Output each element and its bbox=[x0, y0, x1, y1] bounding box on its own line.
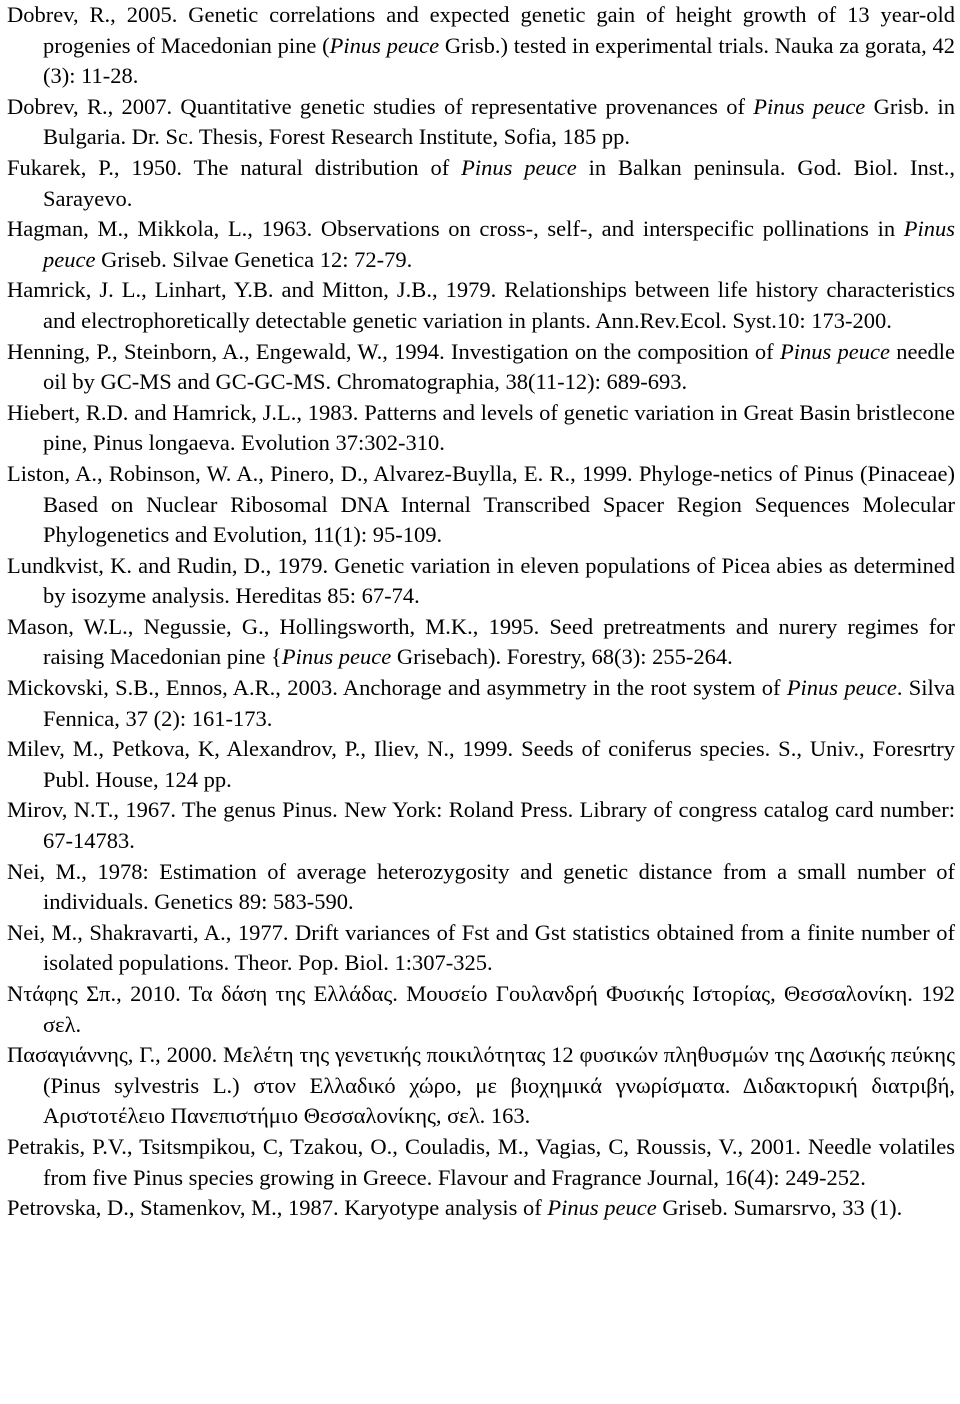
reference-entry bbox=[7, 795, 955, 856]
reference-text: Fukarek, P., 1950. The natural distribution of bbox=[7, 154, 462, 180]
reference-text: Grisb.) tested in experimental trials. Nauka za gorata, 42 (3): 11-28. bbox=[43, 32, 956, 89]
reference-entry bbox=[7, 1040, 955, 1132]
reference-text: Hiebert, R.D. and Hamrick, J.L., 1983. Patterns and levels of genetic variation in Great Basin bristlecone pine, Pinus longaeva. Evolution 37:302-310. bbox=[7, 399, 955, 456]
reference-entry bbox=[7, 398, 955, 459]
reference-entry bbox=[7, 857, 955, 918]
reference-entry bbox=[7, 734, 955, 795]
reference-entry bbox=[7, 214, 955, 275]
reference-entry bbox=[7, 153, 955, 214]
reference-text: Milev, M., Petkova, K, Alexandrov, P., Iliev, N., 1999. Seeds of coniferus species. S., Univ., Foresrtry Publ. House, 124 pp. bbox=[7, 736, 955, 792]
italic-species-name: Pinus peuce bbox=[786, 675, 897, 701]
reference-text: Grisebach). Forestry, 68(3): 255-264. bbox=[391, 644, 733, 670]
reference-text: Hamrick, J. L., Linhart, Y.B. and Mitton, J.B., 1979. Relationships between life history characteristics and electrophoretically detectable genetic variation in plants. Ann.Rev.Ecol. Syst.10: 173-200. bbox=[7, 277, 955, 333]
reference-entry bbox=[7, 918, 955, 979]
italic-species-name: Pinus peuce bbox=[329, 32, 440, 58]
reference-text: Henning, P., Steinborn, A., Engewald, W., 1994. Investigation on the composition of bbox=[7, 338, 780, 364]
reference-entry bbox=[7, 0, 955, 92]
reference-text: . Silva Fennica, 37 (2): 161-173. bbox=[43, 675, 955, 731]
reference-entry bbox=[7, 459, 955, 551]
reference-text: Hagman, M., Mikkola, L., 1963. Observations on cross-, self-, and interspecific pollinations in bbox=[7, 216, 904, 242]
reference-entry bbox=[7, 673, 955, 734]
reference-text: Nei, M., Shakravarti, A., 1977. Drift variances of Fst and Gst statistics obtained from a finite number of isolated populations. Theor. Pop. Biol. 1:307-325. bbox=[7, 919, 955, 976]
reference-text: needle oil by GC-MS and GC-GC-MS. Chromatographia, 38(11-12): 689-693. bbox=[43, 338, 955, 395]
italic-species-name: Pinus peuce bbox=[281, 644, 392, 670]
reference-text: Petrakis, P.V., Tsitsmpikou, C, Tzakou, O., Couladis, M., Vagias, C, Roussis, V., 2001. Needle volatiles from five Pinus species growing in Greece. Flavour and Fragrance Journal, 16(4): 249-252. bbox=[7, 1133, 955, 1190]
reference-entry bbox=[7, 275, 955, 336]
reference-text: Lundkvist, K. and Rudin, D., 1979. Genetic variation in eleven populations of Picea abies as determined by isozyme analysis. Hereditas 85: 67-74. bbox=[7, 552, 955, 609]
reference-list bbox=[7, 0, 955, 1224]
reference-text: Dobrev, R., 2005. Genetic correlations and expected genetic gain of height growth of 13 year-old progenies of Macedonian pine ( bbox=[7, 2, 955, 58]
reference-entry bbox=[7, 612, 955, 673]
reference-entry bbox=[7, 979, 955, 1040]
reference-entry bbox=[7, 92, 955, 153]
reference-text: in Balkan peninsula. God. Biol. Inst., Sarayevo. bbox=[43, 154, 955, 211]
italic-species-name: Pinus peuce bbox=[547, 1195, 657, 1221]
reference-text: Mirov, N.T., 1967. The genus Pinus. New York: Roland Press. Library of congress catalog card number: 67-14783. bbox=[7, 797, 955, 854]
reference-entry bbox=[7, 1132, 955, 1193]
italic-species-name: Pinus peuce bbox=[43, 216, 955, 272]
reference-entry bbox=[7, 551, 955, 612]
reference-entry bbox=[7, 337, 955, 398]
reference-text: Nei, M., 1978: Estimation of average heterozygosity and genetic distance from a small number of individuals. Genetics 89: 583-590. bbox=[7, 858, 955, 915]
italic-species-name: Pinus peuce bbox=[461, 154, 577, 180]
reference-text: Griseb. Sumarsrvo, 33 (1). bbox=[656, 1195, 903, 1221]
reference-text: Griseb. Silvae Genetica 12: 72-79. bbox=[95, 246, 413, 272]
reference-text: Ντάφης Σπ., 2010. Τα δάση της Ελλάδας. Μουσείο Γουλανδρή Φυσικής Ιστορίας, Θεσσαλονίκη. 192 σελ. bbox=[7, 981, 955, 1037]
reference-text: Mickovski, S.B., Ennos, A.R., 2003. Anchorage and asymmetry in the root system of bbox=[7, 675, 787, 701]
reference-text: Grisb. in Bulgaria. Dr. Sc. Thesis, Forest Research Institute, Sofia, 185 pp. bbox=[43, 93, 956, 150]
reference-text: Liston, A., Robinson, W. A., Pinero, D., Alvarez-Buylla, E. R., 1999. Phyloge-netics of Pinus (Pinaceae) Based on Nuclear Ribosomal DNA Internal Transcribed Spacer Region Sequences Molecular Phylogenetics and Evolution, 11(1): 95-109. bbox=[7, 460, 955, 548]
reference-text: Dobrev, R., 2007. Quantitative genetic studies of representative provenances of bbox=[7, 93, 754, 119]
reference-text: Mason, W.L., Negussie, G., Hollingsworth, M.K., 1995. Seed pretreatments and nurery regimes for raising Macedonian pine { bbox=[7, 613, 955, 670]
reference-entry bbox=[7, 1193, 955, 1224]
reference-text: Πασαγιάννης, Γ., 2000. Μελέτη της γενετικής ποικιλότητας 12 φυσικών πληθυσμών της Δασικής πεύκης (Pinus sylvestris L.) στον Ελλαδικό χώρο, με βιοχημικά γνωρίσματα. Διδακτορική διατριβή, Αριστοτέλειο Πανεπιστήμιο Θεσσαλονίκης, σελ. 163. bbox=[7, 1042, 955, 1129]
italic-species-name: Pinus peuce bbox=[753, 93, 866, 119]
reference-text: Petrovska, D., Stamenkov, M., 1987. Karyotype analysis of bbox=[7, 1195, 548, 1221]
italic-species-name: Pinus peuce bbox=[779, 338, 890, 364]
